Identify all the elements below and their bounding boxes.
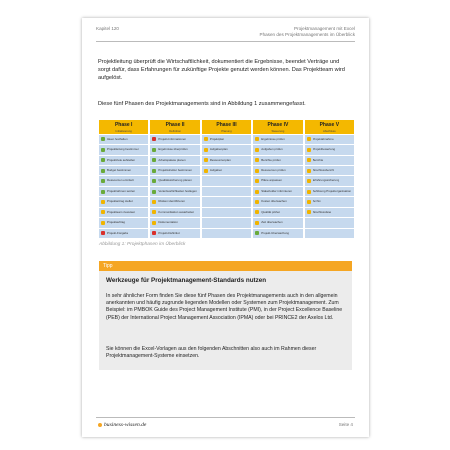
- phase-task-label: Projektauftrag: [107, 221, 125, 225]
- phase-task-cell: [253, 176, 302, 185]
- document-page: [82, 18, 369, 437]
- phase-task-cell: [202, 176, 251, 185]
- status-square-icon: [152, 137, 156, 141]
- header-title-line1: Projektmanagement mit Excel: [293, 26, 355, 31]
- phase-title: Phase III: [216, 122, 237, 128]
- phase-task-label: Pläne anpassen: [261, 179, 282, 183]
- status-square-icon: [152, 148, 156, 152]
- phase-task-label: Dokumentation: [158, 221, 178, 225]
- phase-subtitle: Definition: [169, 129, 181, 133]
- tip-box: [99, 271, 352, 370]
- phase-subtitle: Initialisierung: [115, 129, 132, 133]
- header-title-line2: Phasen des Projektmanagements im Überblick: [259, 32, 355, 37]
- status-square-icon: [255, 200, 259, 204]
- status-square-icon: [255, 137, 259, 141]
- phase-task-cell: [202, 145, 251, 154]
- phase-task-cell: [150, 166, 199, 175]
- phase-task-label: Ideen festhalten: [107, 137, 128, 141]
- status-square-icon: [152, 210, 156, 214]
- phase-column: [99, 120, 148, 238]
- phase-task-label: Ressourcen prüfen: [261, 169, 286, 173]
- phase-task-label: Ressourcenplan: [209, 158, 231, 162]
- phase-task-cell: [202, 218, 251, 227]
- status-square-icon: [152, 179, 156, 183]
- phase-task-cell: [253, 197, 302, 206]
- status-square-icon: [255, 221, 259, 225]
- phase-task-label: Projektstruktur bestimmen: [158, 169, 192, 173]
- phase-task-label: Budget bestimmen: [107, 169, 132, 173]
- phase-column: [253, 120, 302, 238]
- phase-task-cell: [202, 197, 251, 206]
- phase-task-label: Projektrahmen setzen: [107, 189, 136, 193]
- brand-name: business-wissen.de: [104, 422, 147, 428]
- status-square-icon: [307, 210, 311, 214]
- phase-task-label: Qualitätssicherung planen: [158, 179, 192, 183]
- phase-title: Phase V: [319, 122, 340, 128]
- phase-task-cell: [253, 208, 302, 217]
- status-square-icon: [152, 169, 156, 173]
- header-chapter: Kapitel 120: [96, 26, 119, 31]
- phase-task-cell: [150, 197, 199, 206]
- status-square-icon: [255, 210, 259, 214]
- status-square-icon: [204, 169, 208, 173]
- phase-task-cell: [253, 229, 302, 238]
- phase-task-cell: [150, 218, 199, 227]
- status-square-icon: [255, 158, 259, 162]
- status-square-icon: [152, 200, 156, 204]
- status-square-icon: [204, 137, 208, 141]
- phase-subtitle: Steuerung: [271, 129, 285, 133]
- phase-column: [202, 120, 251, 238]
- tip-label: Tipp: [103, 263, 113, 269]
- phase-task-label: Aufgaben prüfen: [261, 148, 283, 152]
- phase-header: [99, 120, 148, 134]
- phase-task-cell: [253, 187, 302, 196]
- status-square-icon: [255, 169, 259, 173]
- phase-task-label: Projektabnahme: [312, 137, 334, 141]
- status-square-icon: [307, 169, 311, 173]
- status-square-icon: [307, 200, 311, 204]
- status-square-icon: [307, 190, 311, 194]
- status-square-icon: [255, 179, 259, 183]
- phase-task-label: Ressourcen ermitteln: [107, 179, 135, 183]
- phase-task-cell: [305, 145, 354, 154]
- phase-task-label: Archiv: [312, 200, 321, 204]
- tip-header: [99, 261, 352, 271]
- phase-task-label: Projektziele aufstellen: [107, 158, 136, 162]
- phase-task-label: Arbeitspakete planen: [158, 158, 186, 162]
- phase-task-label: Kommunikation ausarbeiten: [158, 210, 195, 214]
- phase-task-cell: [150, 145, 199, 154]
- phase-task-label: Verantwortlichkeiten festlegen: [158, 189, 197, 193]
- status-square-icon: [101, 210, 105, 214]
- phase-task-label: Abschlussbericht: [312, 169, 335, 173]
- phase-task-label: Projektleitung bestimmen: [107, 148, 140, 152]
- status-square-icon: [152, 221, 156, 225]
- phase-task-cell: [305, 156, 354, 165]
- phase-header: [202, 120, 251, 134]
- phase-task-cell: [150, 187, 199, 196]
- phase-task-cell: [305, 135, 354, 144]
- phase-task-cell: [202, 156, 251, 165]
- header-divider: [96, 41, 355, 42]
- phase-task-label: Ergebnisse überprüfen: [158, 148, 188, 152]
- status-square-icon: [204, 148, 208, 152]
- phase-task-label: Berichte prüfen: [261, 158, 281, 162]
- phase-title: Phase II: [165, 122, 185, 128]
- phase-task-cell: [99, 176, 148, 185]
- phase-task-label: Abschlussfeier: [312, 210, 332, 214]
- phase-task-label: Projektplan: [209, 137, 225, 141]
- status-square-icon: [255, 190, 259, 194]
- status-square-icon: [152, 158, 156, 162]
- phase-task-cell: [253, 135, 302, 144]
- phase-task-label: Aufgabenplan: [209, 148, 228, 152]
- tip-paragraph-1: In sehr ähnlicher Form finden Sie diese fünf Phasen des Projektmanagements auch in den allgemein anerkannten und häufig zugrunde liegenden Modellen oder Systemen zum Projektmanagement. Zum Beispiel: im PMBOK Guide des Project Management Institute (PMI), in der Project Excellence Baseline (PEB) der International Project Management Association (IPMA) oder bei PRINCE2 der Axelos Ltd.: [106, 293, 343, 321]
- phase-task-cell: [99, 187, 148, 196]
- phase-task-label: Zeit überwachen: [261, 221, 283, 225]
- phase-task-cell: [202, 208, 251, 217]
- phase-header: [150, 120, 199, 134]
- phase-task-label: Projekt-Freigabe: [107, 231, 129, 235]
- phase-task-label: Risiken identifizieren: [158, 200, 185, 204]
- brand-dot-icon: [98, 423, 102, 427]
- status-square-icon: [101, 137, 105, 141]
- phase-task-cell: [150, 156, 199, 165]
- phase-task-cell: [305, 218, 354, 227]
- phase-task-cell: [99, 229, 148, 238]
- phase-task-cell: [202, 229, 251, 238]
- phase-task-label: Projektteam zuweisen: [107, 210, 136, 214]
- status-square-icon: [307, 137, 311, 141]
- phase-task-label: Projektbewertung: [312, 148, 336, 152]
- status-square-icon: [101, 221, 105, 225]
- status-square-icon: [101, 158, 105, 162]
- phase-title: Phase I: [114, 122, 133, 128]
- phase-task-label: Projekt-Überwachung: [261, 231, 290, 235]
- status-square-icon: [307, 148, 311, 152]
- phase-subtitle: Abschluss: [322, 129, 336, 133]
- phase-task-cell: [202, 187, 251, 196]
- phase-task-cell: [99, 197, 148, 206]
- phase-task-label: Erfahrungssicherung: [312, 179, 340, 183]
- phase-task-label: Qualität prüfen: [261, 210, 281, 214]
- phase-header: [253, 120, 302, 134]
- phase-task-cell: [305, 176, 354, 185]
- status-square-icon: [152, 231, 156, 235]
- phase-task-cell: [202, 166, 251, 175]
- status-square-icon: [101, 169, 105, 173]
- phase-task-cell: [150, 208, 199, 217]
- phase-overview-figure: [99, 120, 354, 238]
- phase-task-cell: [99, 145, 148, 154]
- phase-task-label: Kosten überwachen: [261, 200, 287, 204]
- lead-paragraph: Diese fünf Phasen des Projektmanagements sind in Abbildung 1 zusammengefasst.: [98, 101, 306, 107]
- status-square-icon: [101, 148, 105, 152]
- phase-task-label: Auflösung Projektorganisation: [312, 189, 352, 193]
- phase-task-cell: [150, 176, 199, 185]
- status-square-icon: [101, 231, 105, 235]
- phase-task-cell: [99, 208, 148, 217]
- status-square-icon: [204, 158, 208, 162]
- status-square-icon: [101, 200, 105, 204]
- phase-task-label: Berichte: [312, 158, 324, 162]
- phase-task-label: Ergebnisse prüfen: [261, 137, 285, 141]
- status-square-icon: [101, 190, 105, 194]
- figure-caption: Abbildung 1: Projektphasen im Überblick: [99, 242, 186, 247]
- page-number: Seite 4: [338, 422, 353, 427]
- phase-task-cell: [305, 197, 354, 206]
- phase-subtitle: Planung: [221, 129, 232, 133]
- phase-task-cell: [202, 135, 251, 144]
- phase-task-cell: [305, 166, 354, 175]
- intro-paragraph: Projektleitung überprüft die Wirtschaftlichkeit, dokumentiert die Ergebnisse, beendet Verträge und sorgt dafür, dass Erfahrungen für zukünftige Projekte genutzt werden können. Das Projektteam wird aufgelöst.: [98, 59, 345, 81]
- status-square-icon: [307, 158, 311, 162]
- tip-paragraph-2: Sie können die Excel-Vorlagen aus den folgenden Abschnitten also auch im Rahmen dieser Projektmanagement-Systeme einsetzen.: [106, 346, 317, 360]
- phase-task-label: Stakeholder informieren: [261, 189, 292, 193]
- phase-task-cell: [305, 187, 354, 196]
- status-square-icon: [255, 231, 259, 235]
- tip-title: Werkzeuge für Projektmanagement-Standards nutzen: [106, 277, 267, 284]
- footer-brand[interactable]: [98, 422, 146, 428]
- phase-task-cell: [253, 145, 302, 154]
- phase-task-cell: [99, 156, 148, 165]
- status-square-icon: [101, 179, 105, 183]
- phase-task-cell: [253, 166, 302, 175]
- phase-task-cell: [99, 135, 148, 144]
- phase-task-label: Aufgaben: [209, 169, 223, 173]
- phase-task-label: Projekt-Definition: [158, 231, 181, 235]
- phase-title: Phase IV: [267, 122, 289, 128]
- phase-task-cell: [99, 166, 148, 175]
- phase-task-label: Projekt-Informationen: [158, 137, 187, 141]
- phase-task-cell: [99, 218, 148, 227]
- header-title: [260, 26, 356, 38]
- status-square-icon: [307, 179, 311, 183]
- status-square-icon: [152, 190, 156, 194]
- phase-task-cell: [305, 229, 354, 238]
- phase-task-cell: [253, 156, 302, 165]
- status-square-icon: [255, 148, 259, 152]
- phase-task-cell: [150, 135, 199, 144]
- phase-column: [150, 120, 199, 238]
- phase-column: [305, 120, 354, 238]
- phase-header: [305, 120, 354, 134]
- phase-task-label: Projektantrag stellen: [107, 200, 134, 204]
- phase-task-cell: [150, 229, 199, 238]
- phase-task-cell: [305, 208, 354, 217]
- footer-divider: [96, 417, 355, 418]
- phase-task-cell: [253, 218, 302, 227]
